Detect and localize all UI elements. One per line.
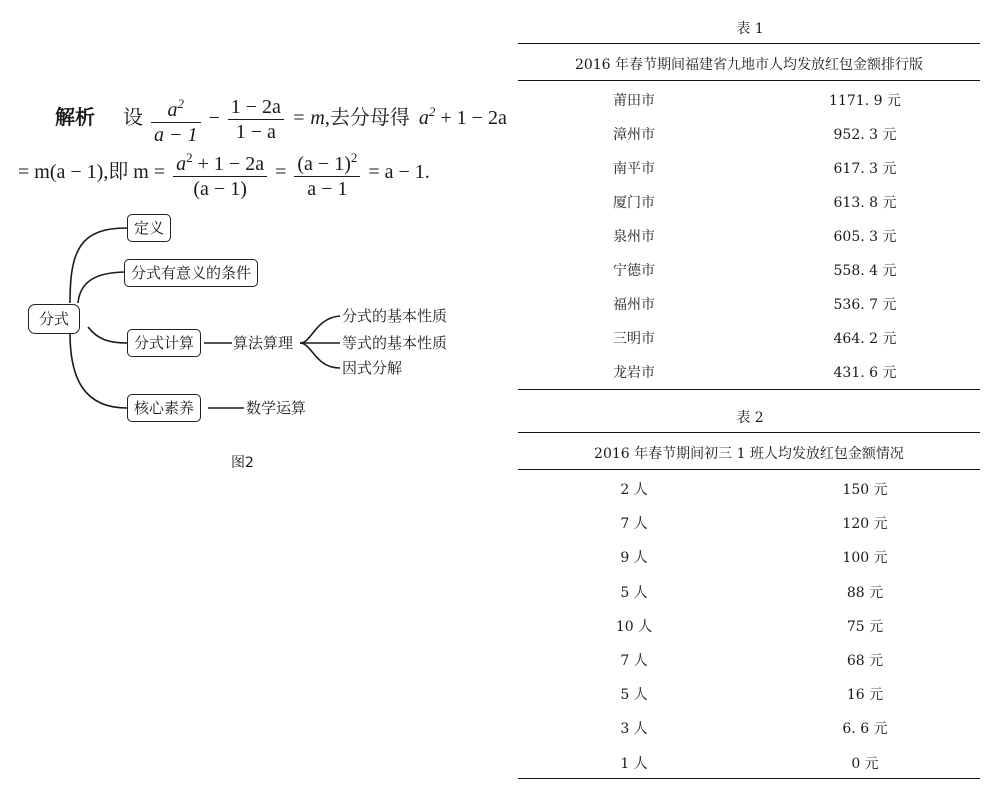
table-row [518, 650, 980, 672]
calc-item-equation-property: 等式的基本性质 [342, 334, 448, 352]
branch-meaningful-condition: 分式有意义的条件 [124, 259, 258, 287]
table1-top-rule [518, 43, 980, 44]
frac3-numerator-rest: + 1 − 2a [197, 153, 265, 175]
solution-text-1: ,去分母得 [324, 107, 410, 130]
equals-sign: = [275, 161, 287, 184]
row-label: 福州市 [613, 297, 655, 313]
row-label: 9 人 [620, 550, 648, 567]
table2-caption: 表 2 [736, 410, 764, 426]
row-label: 1 人 [620, 755, 648, 772]
calc-item-basic-property: 分式的基本性质 [342, 307, 448, 325]
row-label: 南平市 [613, 161, 655, 177]
row-amount: 68 元 [846, 653, 884, 669]
table2-header-rule [518, 469, 980, 470]
figure-caption: 图2 [231, 455, 254, 471]
tail-exponent: 2 [428, 104, 436, 120]
solution-prefix: 设 [123, 107, 143, 130]
row-amount: 100 元 [842, 550, 888, 567]
row-amount: 952. 3 元 [833, 127, 897, 143]
table-row [518, 684, 980, 706]
table1-caption: 表 1 [736, 21, 764, 37]
row-label: 莆田市 [613, 93, 655, 109]
tail-rest: + 1 − 2a [440, 107, 507, 130]
table1-header: 2016 年春节期间福建省九地市人均发放红包金额排行版 [574, 57, 924, 73]
row-label: 漳州市 [613, 127, 655, 143]
table-row [518, 328, 980, 350]
equals-m: = m [291, 107, 325, 130]
row-label: 7 人 [620, 653, 648, 669]
row-label: 3 人 [620, 721, 648, 738]
row-amount: 0 元 [851, 755, 879, 772]
row-amount: 558. 4 元 [833, 263, 897, 279]
row-label: 龙岩市 [613, 365, 655, 381]
connector-item-1 [300, 316, 340, 343]
table-row [518, 192, 980, 214]
table-row [518, 294, 980, 316]
connector-condition [78, 272, 127, 303]
row-label: 5 人 [620, 687, 648, 704]
tail-base: a [418, 107, 429, 130]
row-label: 三明市 [613, 331, 655, 347]
calc-method: 算法算理 [233, 334, 294, 352]
row-label: 10 人 [615, 618, 653, 635]
row-label: 7 人 [620, 516, 648, 533]
row-amount: 464. 2 元 [833, 331, 897, 347]
branch-core-literacy: 核心素养 [127, 394, 201, 422]
table-row [518, 124, 980, 146]
table-row [518, 226, 980, 248]
row-label: 2 人 [620, 482, 648, 498]
table1-header-rule [518, 80, 980, 81]
calc-item-factorization: 因式分解 [342, 359, 403, 377]
connector-calc [88, 327, 127, 343]
frac2-denominator: 1 − a [235, 121, 276, 143]
table2-header: 2016 年春节期间初三 1 班人均发放红包金额情况 [594, 446, 904, 462]
table2-top-rule [518, 432, 980, 433]
row-amount: 536. 7 元 [833, 297, 897, 313]
frac3-denominator: (a − 1) [193, 178, 247, 200]
frac1-exponent: 2 [177, 96, 184, 111]
minus-sign: − [208, 107, 220, 130]
table-row [518, 616, 980, 638]
frac4-exponent: 2 [350, 150, 358, 165]
branch-definition: 定义 [127, 214, 171, 242]
row-label: 泉州市 [613, 229, 655, 245]
branch-fraction-calculation: 分式计算 [127, 329, 201, 357]
result: = a − 1. [368, 161, 430, 184]
connector-definition [70, 228, 127, 303]
solution-label: 解析 [55, 105, 95, 130]
table-row [518, 513, 980, 535]
row-amount: 1171. 9 元 [829, 93, 901, 109]
row-amount: 120 元 [842, 516, 888, 533]
table2-bottom-rule [518, 778, 980, 779]
frac4-denominator: a − 1 [307, 178, 348, 200]
row-amount: 613. 8 元 [833, 195, 897, 211]
frac2-numerator: 1 − 2a [228, 95, 284, 120]
table-row [518, 90, 980, 112]
table-row [518, 260, 980, 282]
row-amount: 16 元 [846, 687, 884, 704]
table-row [518, 479, 980, 501]
table1-bottom-rule [518, 389, 980, 390]
row-amount: 150 元 [842, 482, 888, 498]
frac3-exponent: 2 [186, 150, 193, 165]
row-label: 厦门市 [613, 195, 655, 211]
line2-start: = m(a − 1),即 m = [18, 161, 166, 184]
row-amount: 431. 6 元 [833, 365, 897, 381]
core-item-math-operation: 数学运算 [246, 399, 307, 417]
table-row [518, 158, 980, 180]
frac1-numerator: a [167, 99, 178, 121]
table-row [518, 547, 980, 569]
row-amount: 617. 3 元 [833, 161, 897, 177]
row-amount: 88 元 [846, 584, 884, 601]
table-row [518, 753, 980, 775]
frac1-denominator: a − 1 [154, 124, 198, 146]
table-row [518, 362, 980, 384]
connector-item-3 [300, 343, 340, 368]
row-label: 5 人 [620, 584, 648, 601]
connector-core [70, 333, 127, 408]
table-row [518, 718, 980, 740]
frac3-numerator-base: a [176, 153, 187, 175]
row-amount: 75 元 [846, 618, 884, 635]
frac4-numerator-base: (a − 1) [297, 153, 351, 175]
mindmap-root: 分式 [28, 304, 80, 334]
row-amount: 6. 6 元 [842, 721, 888, 738]
table-row [518, 582, 980, 604]
row-label: 宁德市 [613, 263, 655, 279]
row-amount: 605. 3 元 [833, 229, 897, 245]
